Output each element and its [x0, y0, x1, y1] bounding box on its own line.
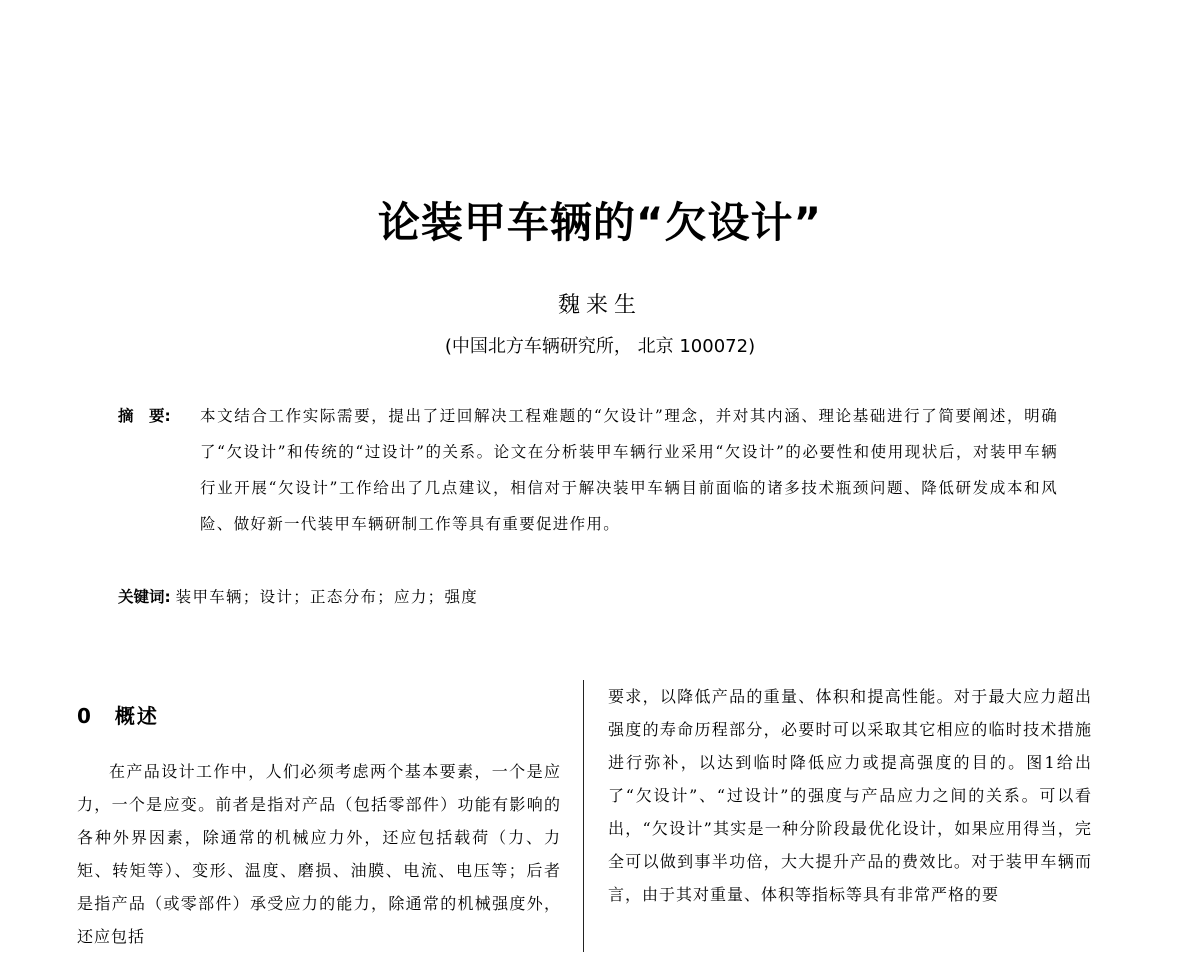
- section-heading: 0 概述: [77, 704, 159, 728]
- right-column: [608, 680, 1092, 911]
- left-column: [77, 690, 561, 953]
- author-affiliation: (中国北方车辆研究所， 北京 100072): [444, 336, 756, 357]
- author-name: 魏来生: [557, 293, 642, 318]
- left-paragraph: 在产品设计工作中，人们必须考虑两个基本要素，一个是应力，一个是应变。前者是指对产品（包括零部件）功能有影响的各种外界因素，除通常的机械应力外，还应包括载荷（力、力矩、转矩等）、变形、温度、磨损、油膜、电流、电压等；后者是指产品（或零部件）承受应力的能力，除通常的机械强度外，还应包括: [77, 762, 561, 946]
- abstract-block: [118, 398, 1058, 542]
- keywords-block: [118, 581, 1058, 613]
- keywords-label: 关键词:: [118, 588, 171, 606]
- right-paragraph: 要求，以降低产品的重量、体积和提高性能。对于最大应力超出强度的寿命历程部分，必要时可以采取其它相应的临时技术措施进行弥补，以达到临时降低应力或提高强度的目的。图1给出了“欠设计”、“过设计”的强度与产品应力之间的关系。可以看出，“欠设计”其实是一种分阶段最优化设计，如果应用得当，完全可以做到事半功倍，大大提升产品的费效比。对于装甲车辆而言，由于其对重量、体积等指标等具有非常严格的要: [608, 687, 1092, 904]
- keywords-text: 装甲车辆；设计；正态分布；应力；强度: [175, 588, 479, 606]
- paper-title: 论装甲车辆的“欠设计”: [377, 198, 823, 247]
- abstract-text: 本文结合工作实际需要，提出了迂回解决工程难题的“欠设计”理念，并对其内涵、理论基础进行了简要阐述，明确了“欠设计”和传统的“过设计”的关系。论文在分析装甲车辆行业采用“欠设计”的必要性和使用现状后，对装甲车辆行业开展“欠设计”工作给出了几点建议，相信对于解决装甲车辆目前面临的诸多技术瓶颈问题、降低研发成本和风险、做好新一代装甲车辆研制工作等具有重要促进作用。: [200, 407, 1058, 533]
- abstract-label: 摘 要:: [118, 407, 171, 425]
- column-divider: [583, 680, 584, 952]
